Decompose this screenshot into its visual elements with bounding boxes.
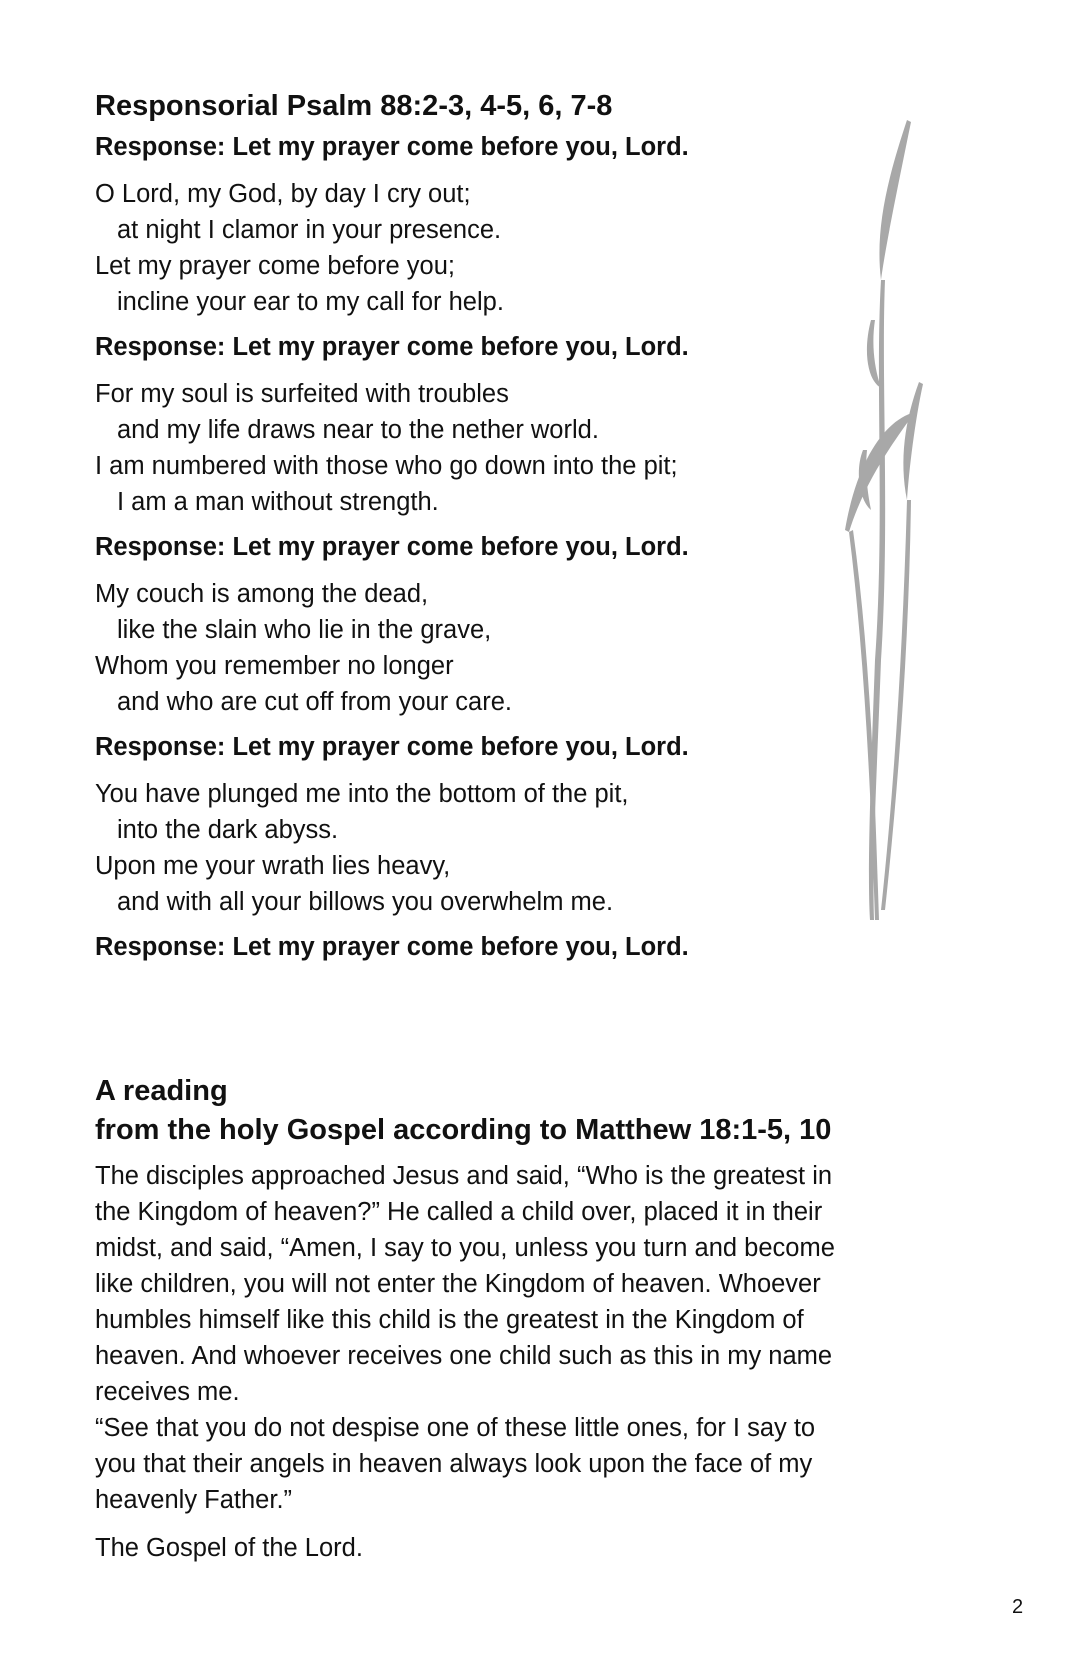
gospel-closing: The Gospel of the Lord. bbox=[95, 1534, 363, 1562]
gospel-line: you that their angels in heaven always look upon the face of my bbox=[95, 1450, 813, 1478]
stanza-line: I am numbered with those who go down into the pit; bbox=[95, 452, 678, 480]
reed-grass-icon bbox=[845, 120, 965, 980]
stanza-line: Let my prayer come before you; bbox=[95, 252, 456, 280]
psalm-response: Response: Let my prayer come before you, Lord. bbox=[95, 733, 689, 761]
stanza-line: O Lord, my God, by day I cry out; bbox=[95, 180, 471, 208]
stanza-line: and my life draws near to the nether world. bbox=[117, 416, 599, 444]
gospel-heading-line: A reading bbox=[95, 1075, 228, 1107]
stanza-line: You have plunged me into the bottom of the pit, bbox=[95, 780, 629, 808]
gospel-line: “See that you do not despise one of these little ones, for I say to bbox=[95, 1414, 816, 1442]
stanza-line: like the slain who lie in the grave, bbox=[117, 616, 492, 644]
stanza-line: incline your ear to my call for help. bbox=[117, 288, 504, 316]
psalm-stanza bbox=[95, 576, 855, 720]
stanza-line: Upon me your wrath lies heavy, bbox=[95, 852, 451, 880]
stanza-line: into the dark abyss. bbox=[117, 816, 339, 844]
gospel-heading bbox=[95, 1072, 975, 1150]
gospel-line: heavenly Father.” bbox=[95, 1486, 293, 1514]
gospel-line: humbles himself like this child is the greatest in the Kingdom of bbox=[95, 1306, 804, 1334]
gospel-line: the Kingdom of heaven?” He called a child over, placed it in their bbox=[95, 1198, 823, 1226]
gospel-line: heaven. And whoever receives one child such as this in my name bbox=[95, 1342, 833, 1370]
stanza-line: My couch is among the dead, bbox=[95, 580, 429, 608]
stanza-line: and with all your billows you overwhelm me. bbox=[117, 888, 614, 916]
responsorial-psalm bbox=[95, 88, 855, 976]
stanza-line: at night I clamor in your presence. bbox=[117, 216, 502, 244]
gospel-line: like children, you will not enter the Kingdom of heaven. Whoever bbox=[95, 1270, 821, 1298]
stanza-line: Whom you remember no longer bbox=[95, 652, 454, 680]
psalm-stanza bbox=[95, 776, 855, 920]
stanza-line: I am a man without strength. bbox=[117, 488, 439, 516]
gospel-reading bbox=[95, 1072, 975, 1566]
gospel-text bbox=[95, 1158, 975, 1518]
stanza-line: For my soul is surfeited with troubles bbox=[95, 380, 509, 408]
psalm-response: Response: Let my prayer come before you, Lord. bbox=[95, 133, 689, 161]
psalm-response: Response: Let my prayer come before you, Lord. bbox=[95, 333, 689, 361]
psalm-stanza bbox=[95, 176, 855, 320]
psalm-response: Response: Let my prayer come before you, Lord. bbox=[95, 933, 689, 961]
psalm-response: Response: Let my prayer come before you, Lord. bbox=[95, 533, 689, 561]
gospel-line: receives me. bbox=[95, 1378, 240, 1406]
gospel-line: midst, and said, “Amen, I say to you, unless you turn and become bbox=[95, 1234, 835, 1262]
stanza-line: and who are cut off from your care. bbox=[117, 688, 512, 716]
psalm-stanza bbox=[95, 376, 855, 520]
psalm-title: Responsorial Psalm 88:2-3, 4-5, 6, 7-8 bbox=[95, 90, 613, 122]
gospel-heading-line: from the holy Gospel according to Matthew 18:1-5, 10 bbox=[95, 1114, 832, 1146]
page-number: 2 bbox=[1012, 1596, 1024, 1618]
gospel-line: The disciples approached Jesus and said, “Who is the greatest in bbox=[95, 1162, 833, 1190]
